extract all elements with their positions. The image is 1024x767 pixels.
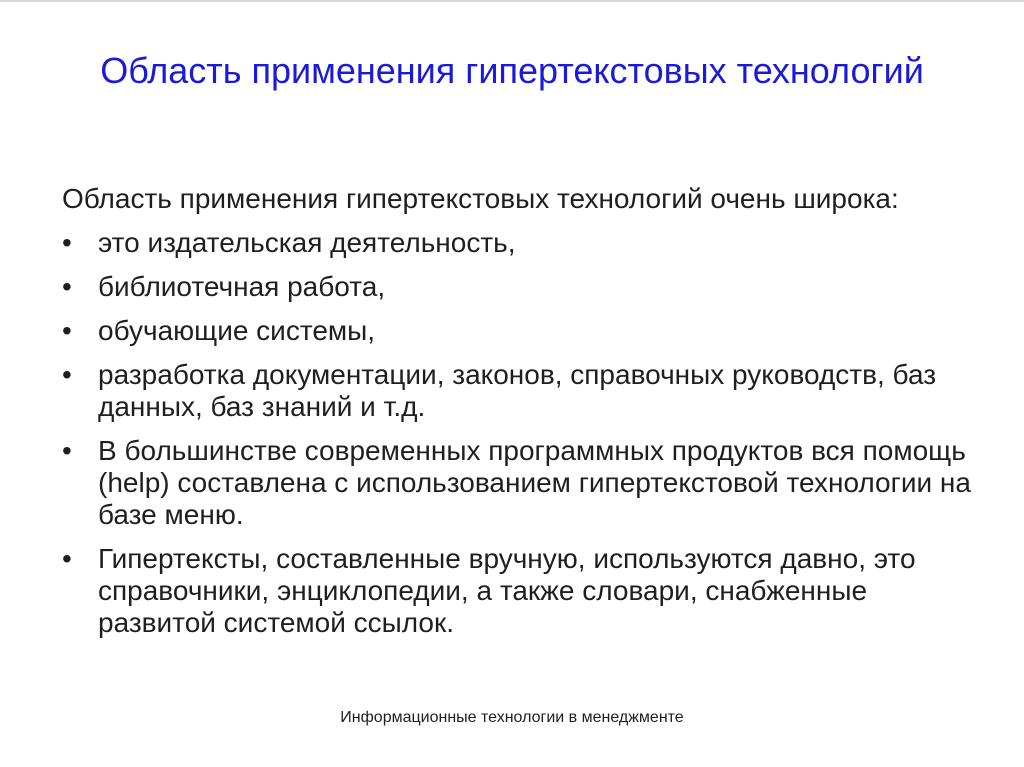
bullet-text: библиотечная работа,	[98, 271, 386, 302]
bullet-icon: •	[62, 315, 72, 346]
slide-title: Область применения гипертекстовых технологий	[100, 50, 924, 91]
bullet-text: разработка документации, законов, справочных руководств, баз данных, баз знаний и т.д.	[98, 359, 937, 422]
bullet-text: обучающие системы,	[98, 315, 376, 346]
bullet-item	[62, 271, 982, 303]
bullet-item	[62, 315, 982, 347]
bullet-text: В большинстве современных программных продуктов вся помощь (help) составлена с использованием гипертекстовой технологии на базе меню.	[98, 435, 971, 530]
top-border-line	[0, 0, 1024, 2]
bullet-item	[62, 227, 982, 259]
bullet-item	[62, 435, 982, 531]
bullet-icon: •	[62, 271, 72, 302]
slide-body	[62, 183, 982, 651]
bullet-item	[62, 359, 982, 423]
bullet-text: Гипертексты, составленные вручную, используются давно, это справочники, энциклопедии, а также словари, снабженные развитой системой ссылок.	[98, 543, 916, 638]
bullet-icon: •	[62, 543, 72, 574]
bullet-icon: •	[62, 359, 72, 390]
bullet-icon: •	[62, 435, 72, 466]
bullet-text: это издательская деятельность,	[98, 227, 516, 258]
slide-footer: Информационные технологии в менеджменте	[340, 709, 684, 726]
intro-paragraph: Область применения гипертекстовых технологий очень широка:	[62, 183, 899, 214]
bullet-list	[62, 227, 982, 639]
bullet-icon: •	[62, 227, 72, 258]
bullet-item	[62, 543, 982, 639]
